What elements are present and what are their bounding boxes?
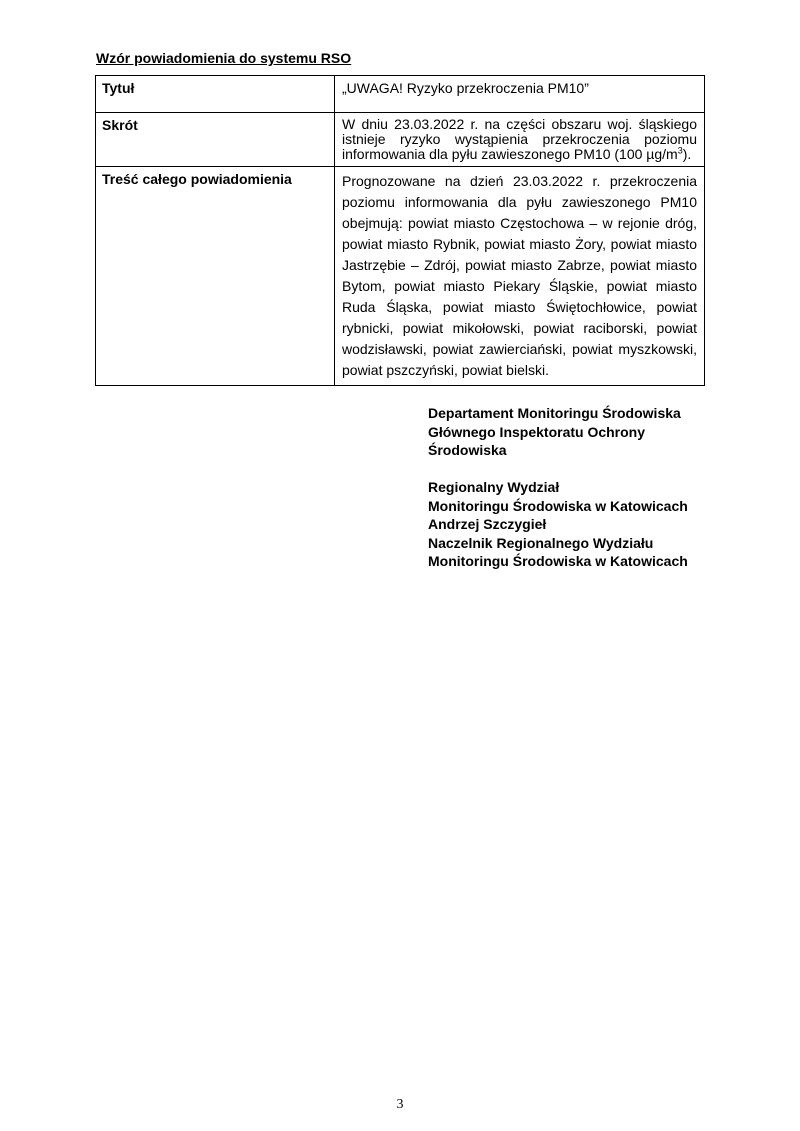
regional-line-1: Regionalny Wydział <box>428 479 560 495</box>
summary-value <box>335 113 705 167</box>
signatory-role-1: Naczelnik Regionalnego Wydziału <box>428 534 654 551</box>
signature-block <box>428 404 718 571</box>
table-row-content <box>96 167 705 386</box>
document-heading: Wzór powiadomienia do systemu RSO <box>96 50 352 66</box>
signatory-name: Andrzej Szczygieł <box>428 516 547 532</box>
department-line-1: Departament Monitoringu Środowiska <box>428 405 681 421</box>
regional-line-2: Monitoringu Środowiska w Katowicach <box>428 497 688 514</box>
content-value: Prognozowane na dzień 23.03.2022 r. przekroczenia poziomu informowania dla pyłu zawieszonego PM10 obejmują: powiat miasto Częstochowa – w rejonie dróg, powiat miasto Rybnik, powiat miasto Żory, powiat miasto Jastrzębie – Zdrój, powiat miasto Zabrze, powiat miasto Bytom, powiat miasto Piekary Śląskie, powiat miasto Ruda Śląska, powiat miasto Świętochłowice, powiat rybnicki, powiat mikołowski, powiat raciborski, powiat wodzisławski, powiat zawierciański, powiat myszkowski, powiat pszczyński, powiat bielski. <box>335 167 705 386</box>
summary-label: Skrót <box>96 113 335 167</box>
rso-notification-table <box>95 75 705 386</box>
summary-text: W dniu 23.03.2022 r. na części obszaru woj. śląskiego istnieje ryzyko wystąpienia przekroczenia poziomu informowania dla pyłu zawieszonego PM10 (100 µg/m <box>342 116 697 162</box>
page-number: 3 <box>396 1097 404 1112</box>
title-value: „UWAGA! Ryzyko przekroczenia PM10” <box>335 76 705 113</box>
signature-spacer <box>428 460 718 479</box>
summary-superscript: 3 <box>677 145 683 156</box>
table-row-title <box>96 76 705 113</box>
content-label: Treść całego powiadomienia <box>96 167 335 386</box>
signatory-role-2: Monitoringu Środowiska w Katowicach <box>428 553 688 569</box>
department-line-2: Głównego Inspektoratu Ochrony <box>428 423 646 440</box>
table-row-summary <box>96 113 705 167</box>
department-line-3: Środowiska <box>428 442 507 458</box>
summary-text-end: ). <box>682 146 692 162</box>
title-label: Tytuł <box>96 76 335 113</box>
